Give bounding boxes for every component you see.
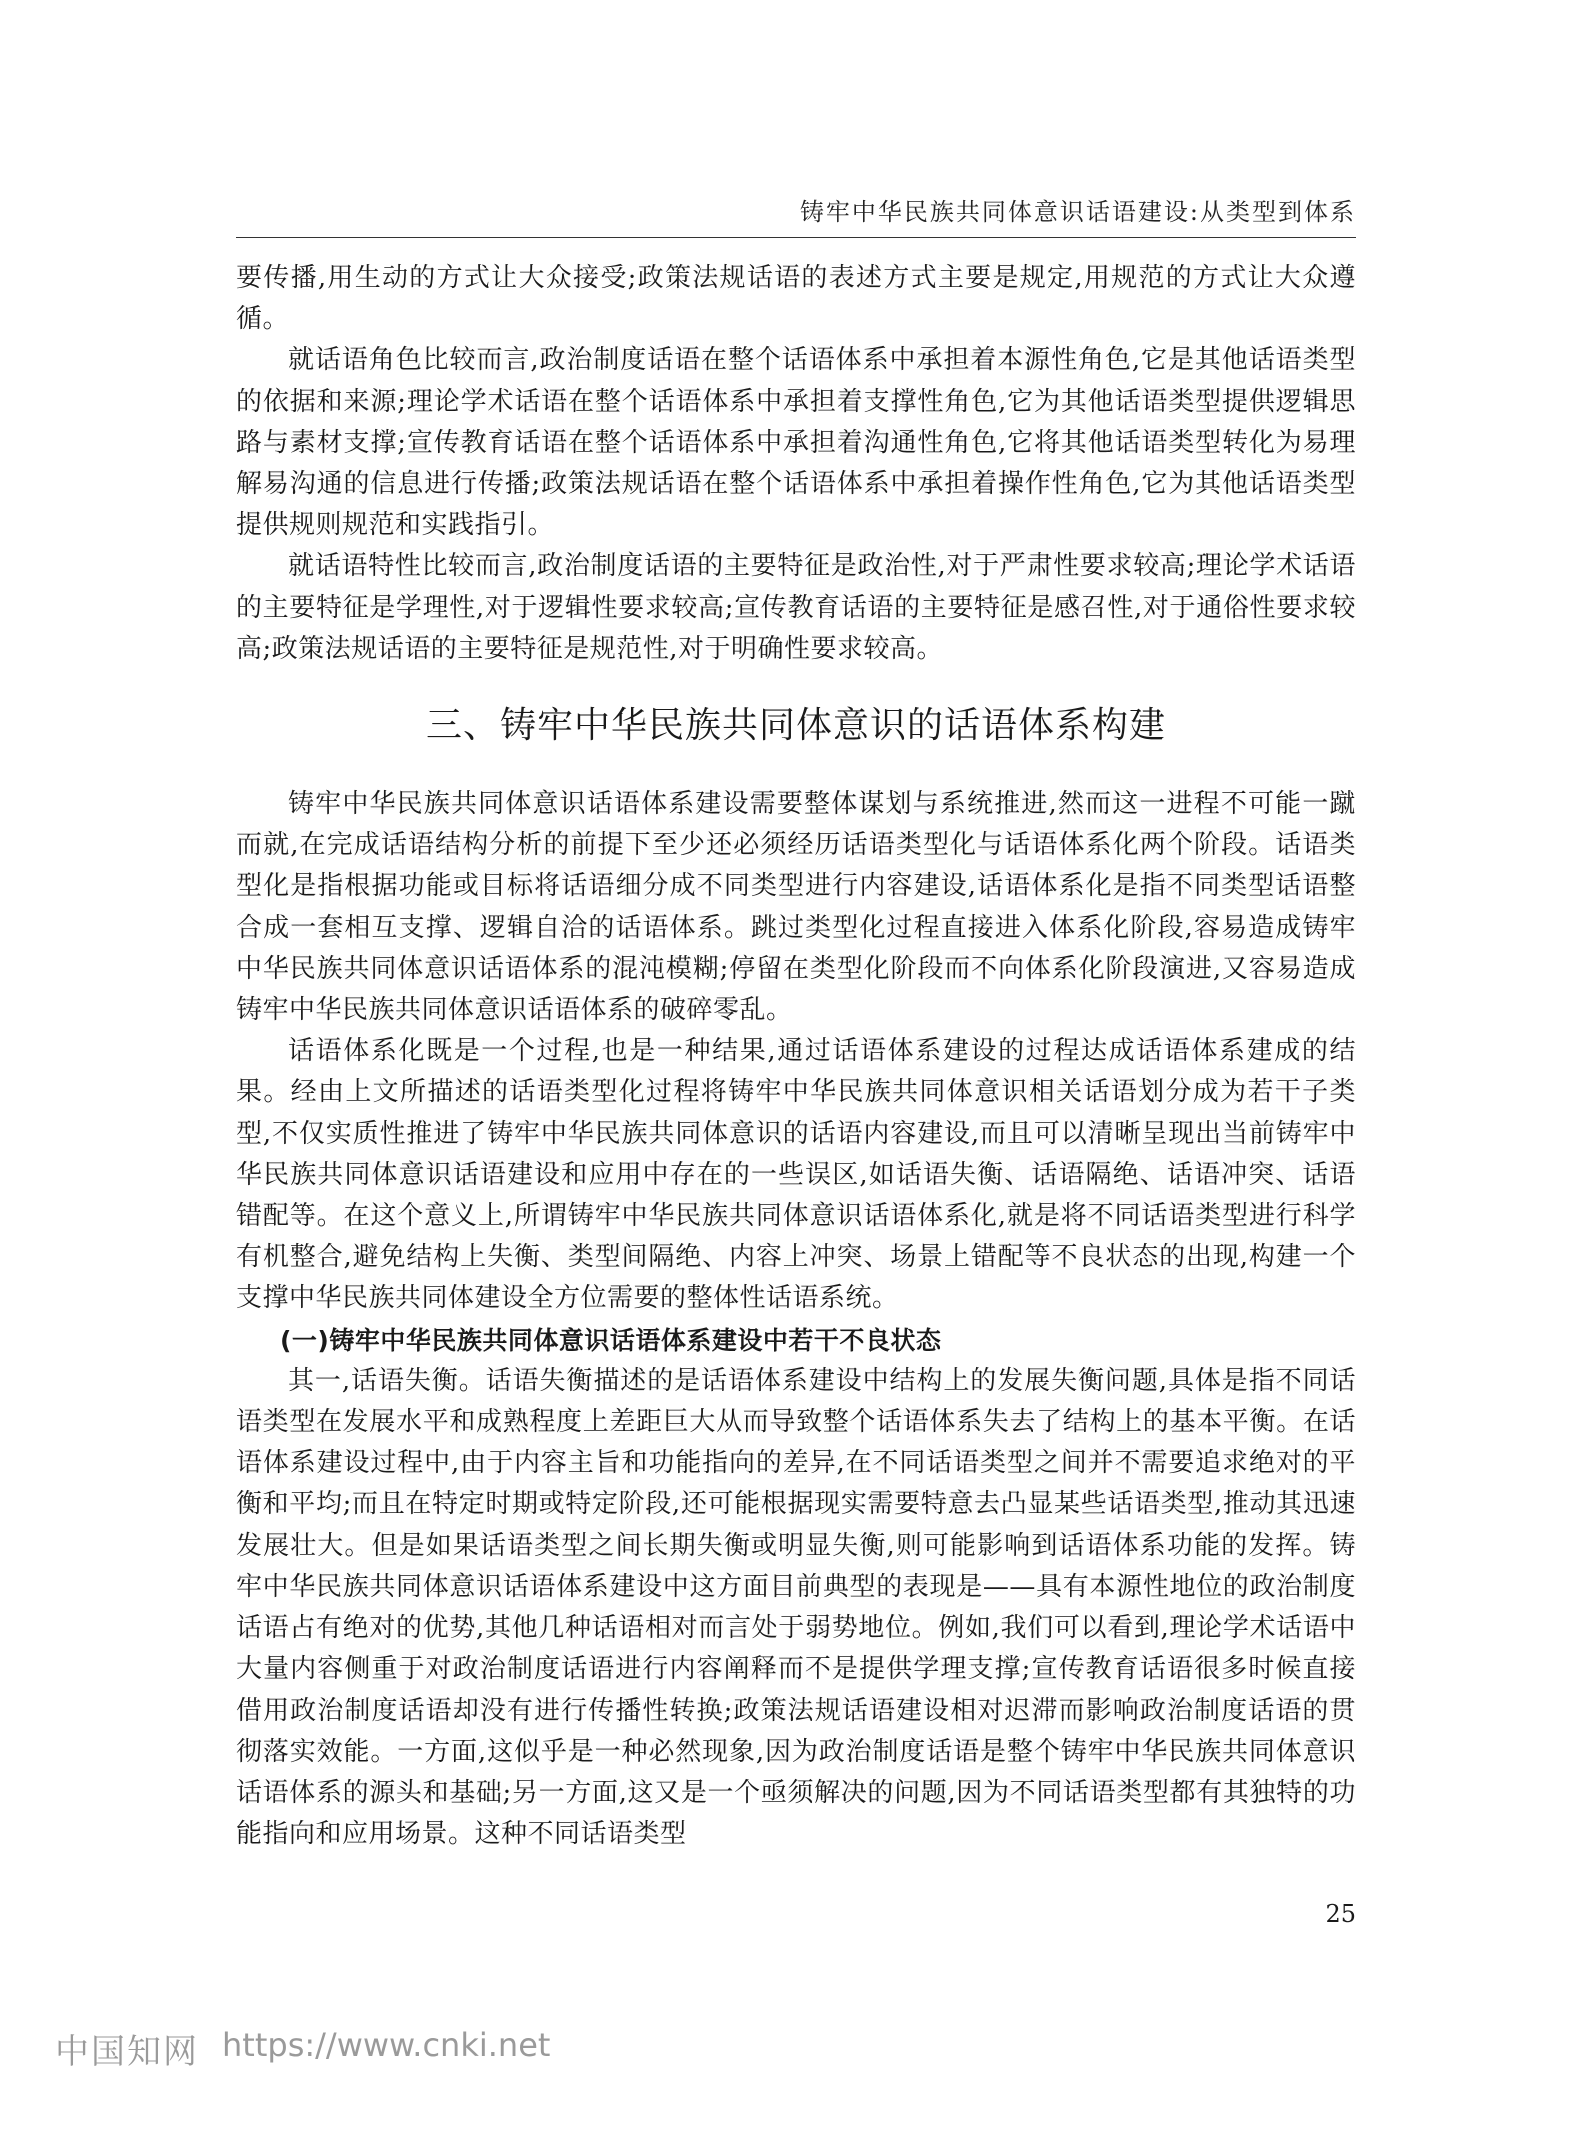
article-body bbox=[236, 258, 1356, 1855]
page-number: 25 bbox=[1325, 1900, 1356, 1928]
cnki-url[interactable]: https://www.cnki.net bbox=[222, 2026, 551, 2064]
paragraph-1: 要传播,用生动的方式让大众接受;政策法规话语的表述方式主要是规定,用规范的方式让大众遵循。 bbox=[236, 263, 1356, 335]
paragraph-6: 其一,话语失衡。话语失衡描述的是话语体系建设中结构上的发展失衡问题,具体是指不同话语类型在发展水平和成熟程度上差距巨大从而导致整个话语体系失去了结构上的基本平衡。在话语体系建设过程中,由于内容主旨和功能指向的差异,在不同话语类型之间并不需要追求绝对的平衡和平均;而且在特定时期或特定阶段,还可能根据现实需要特意去凸显某些话语类型,推动其迅速发展壮大。但是如果话语类型之间长期失衡或明显失衡,则可能影响到话语体系功能的发挥。铸牢中华民族共同体意识话语体系建设中这方面目前典型的表现是——具有本源性地位的政治制度话语占有绝对的优势,其他几种话语相对而言处于弱势地位。例如,我们可以看到,理论学术话语中大量内容侧重于对政治制度话语进行内容阐释而不是提供学理支撑;宣传教育话语很多时候直接借用政治制度话语却没有进行传播性转换;政策法规话语建设相对迟滞而影响政治制度话语的贯彻落实效能。一方面,这似乎是一种必然现象,因为政治制度话语是整个铸牢中华民族共同体意识话语体系的源头和基础;另一方面,这又是一个亟须解决的问题,因为不同话语类型都有其独特的功能指向和应用场景。这种不同话语类型 bbox=[236, 1365, 1356, 1850]
paragraph-5: 话语体系化既是一个过程,也是一种结果,通过话语体系建设的过程达成话语体系建成的结果。经由上文所描述的话语类型化过程将铸牢中华民族共同体意识相关话语划分成为若干子类型,不仅实质性推进了铸牢中华民族共同体意识的话语内容建设,而且可以清晰呈现出当前铸牢中华民族共同体意识话语建设和应用中存在的一些误区,如话语失衡、话语隔绝、话语冲突、话语错配等。在这个意义上,所谓铸牢中华民族共同体意识话语体系化,就是将不同话语类型进行科学有机整合,避免结构上失衡、类型间隔绝、内容上冲突、场景上错配等不良状态的出现,构建一个支撑中华民族共同体建设全方位需要的整体性话语系统。 bbox=[236, 1036, 1356, 1314]
paragraph-3: 就话语特性比较而言,政治制度话语的主要特征是政治性,对于严肃性要求较高;理论学术话语的主要特征是学理性,对于逻辑性要求较高;宣传教育话语的主要特征是感召性,对于通俗性要求较高;政策法规话语的主要特征是规范性,对于明确性要求较高。 bbox=[236, 551, 1356, 664]
paragraph-4: 铸牢中华民族共同体意识话语体系建设需要整体谋划与系统推进,然而这一进程不可能一蹴而就,在完成话语结构分析的前提下至少还必须经历话语类型化与话语体系化两个阶段。话语类型化是指根据功能或目标将话语细分成不同类型进行内容建设,话语体系化是指不同类型话语整合成一套相互支撑、逻辑自洽的话语体系。跳过类型化过程直接进入体系化阶段,容易造成铸牢中华民族共同体意识话语体系的混沌模糊;停留在类型化阶段而不向体系化阶段演进,又容易造成铸牢中华民族共同体意识话语体系的破碎零乱。 bbox=[236, 789, 1356, 1026]
paragraph-2: 就话语角色比较而言,政治制度话语在整个话语体系中承担着本源性角色,它是其他话语类型的依据和来源;理论学术话语在整个话语体系中承担着支撑性角色,它为其他话语类型提供逻辑思路与素材支撑;宣传教育话语在整个话语体系中承担着沟通性角色,它将其他话语类型转化为易理解易沟通的信息进行传播;政策法规话语在整个话语体系中承担着操作性角色,它为其他话语类型提供规则规范和实践指引。 bbox=[236, 345, 1356, 541]
header-divider bbox=[236, 237, 1356, 238]
subsection-heading: (一)铸牢中华民族共同体意识话语体系建设中若干不良状态 bbox=[280, 1325, 942, 1355]
section-heading: 三、铸牢中华民族共同体意识的话语体系构建 bbox=[425, 705, 1166, 747]
cnki-logo-text: 中国知网 bbox=[55, 2032, 199, 2072]
running-head-title: 铸牢中华民族共同体意识话语建设:从类型到体系 bbox=[799, 198, 1356, 226]
